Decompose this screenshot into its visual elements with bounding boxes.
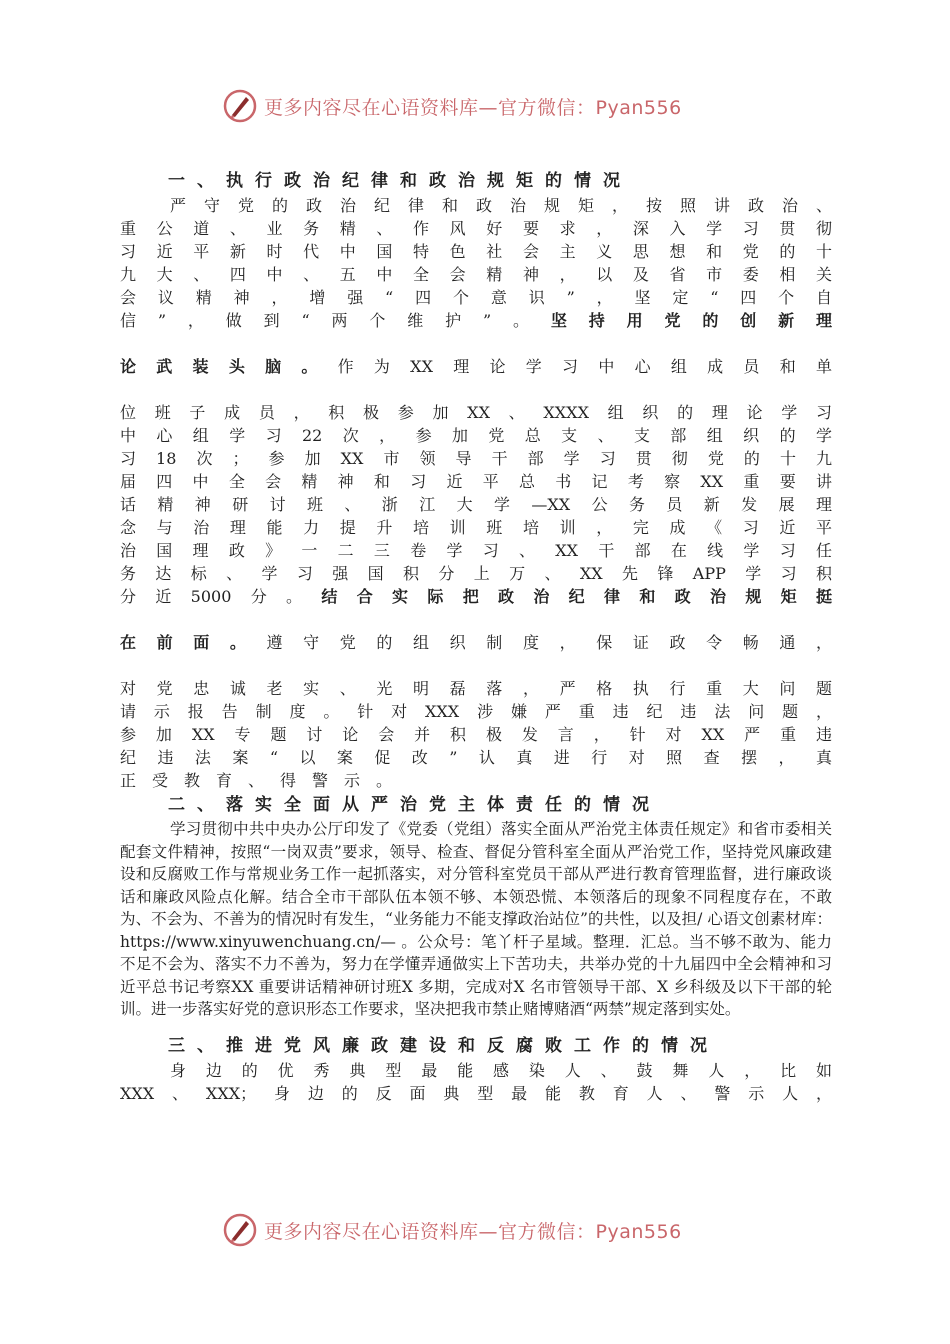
section-heading: 一、执行政治纪律和政治规矩的情况: [168, 171, 632, 191]
section-heading: 二、落实全面从严治党主体责任的情况: [168, 795, 661, 815]
text-line: 会议精神，增强“四个意识”，坚定“四个自: [120, 288, 832, 307]
pen-logo-icon: [222, 1212, 258, 1248]
text-line: 念与治理能力提升培训班培训，完成《习近平: [120, 518, 832, 537]
text-line: 纪违法案“以案促改”认真进行对照查摆，真: [120, 748, 832, 767]
text-line: 对党忠诚老实、光明磊落，严格执行重大问题: [120, 679, 832, 698]
section-1: [120, 168, 832, 792]
text-line: 中心组学习22次，参加党总支、支部组织的学: [120, 426, 832, 445]
watermark-text: 更多内容尽在心语资料库—官方微信：Pyan556: [264, 96, 682, 119]
footer-watermark-banner: [222, 1212, 742, 1248]
text-line: 位班子成员，积极参加XX、XXXX组织的理论学习: [120, 403, 832, 422]
section-heading: 三、推进党风廉政建设和反腐败工作的情况: [168, 1035, 719, 1056]
watermark-text: 更多内容尽在心语资料库—官方微信：Pyan556: [264, 1220, 682, 1243]
text-line: 习近平新时代中国特色社会主义思想和党的十: [120, 242, 832, 261]
text-line: 严守党的政治纪律和政治规矩，按照讲政治、: [170, 196, 832, 215]
section-paragraph: 学习贯彻中共中央办公厅印发了《党委（党组）落实全面从严治党主体责任规定》和省市委相关配套文件精神，按照“一岗双责”要求，领导、检查、督促分管科室全面从严治党工作，坚持党风廉政建设和反腐败工作与常规业务工作一起抓落实，对分管科室党员干部从严进行教育管理监督，进行廉政谈话和廉政风险点化解。结合全市干部队伍本领不够、本领恐慌、本领落后的现象不同程度存在，不敢为、不会为、不善为的情况时有发生，“业务能力不能支撑政治站位”的共性，以及担/ 心语文创素材库：https://www.xinyuwenchuang.cn/— 。公众号：笔丫杆子星域。整理．汇总。当不够不敢为、能力不足不会为、落实不力不善为，努力在学懂弄通做实上下苦功夫，共举办党的十九届四中全会精神和习近平总书记考察XX 重要讲话精神研讨班X 多期，完成对X 名市管领导干部、X 乡科级及以下干部的轮训。进一步落实好党的意识形态工作要求，坚决把我市禁止赌博赌酒“两禁”规定落到实处。: [120, 820, 832, 1018]
text-line: 习18次；参加XX市领导干部学习贯彻党的十九: [120, 449, 832, 468]
text-line: 身边的优秀典型最能感染人、鼓舞人，比如: [170, 1060, 832, 1080]
pen-logo-icon: [222, 88, 258, 124]
document-body: [120, 168, 832, 1105]
text-line: 届四中全会精神和习近平总书记考察XX重要讲: [120, 472, 832, 491]
text-line: 正受教育、得警示。: [120, 771, 409, 790]
text-line: 务达标、学习强国积分上万、XX先锋APP学习积: [120, 564, 832, 583]
text-line: 重公道、业务精、作风好要求，深入学习贯彻: [120, 219, 832, 238]
text-line: 话精神研讨班、浙江大学—XX公务员新发展理: [120, 495, 832, 514]
header-watermark-banner: [222, 88, 742, 124]
text-line: 在前面。遵守党的组织制度，保证政令畅通，: [120, 633, 832, 652]
text-line: XXX、XXX；身边的反面典型最能教育人、警示人，: [120, 1083, 832, 1103]
section-2: [120, 792, 832, 1021]
text-line: 治国理政》一二三卷学习、XX干部在线学习任: [120, 541, 832, 560]
text-line: 论武装头脑。作为XX理论学习中心组成员和单: [120, 357, 832, 376]
text-line: 九大、四中、五中全会精神，以及省市委相关: [120, 265, 832, 284]
section-3: [120, 1033, 832, 1105]
text-line: 参加XX专题讨论会并积极发言，针对XX严重违: [120, 725, 832, 744]
text-line: 分近5000分。结合实际把政治纪律和政治规矩挺: [120, 587, 832, 606]
text-line: 信”，做到“两个维护”。坚持用党的创新理: [120, 311, 832, 330]
text-line: 请示报告制度。针对XXX涉嫌严重违纪违法问题，: [120, 702, 832, 721]
